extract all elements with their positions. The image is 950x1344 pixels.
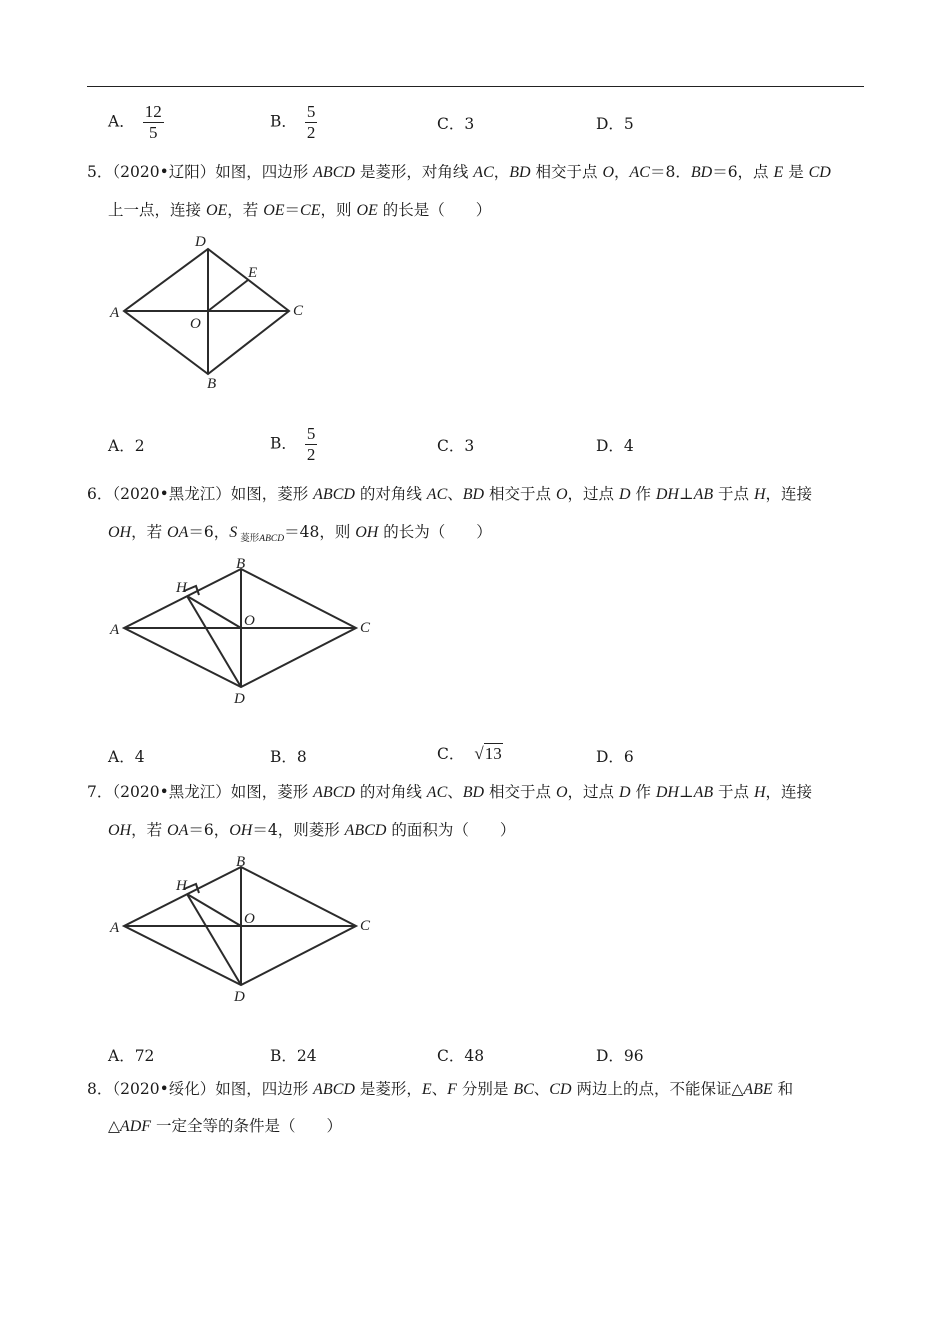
text-run: 的对角线: [354, 783, 427, 801]
label-d: D: [195, 234, 206, 250]
math-variable: ABE: [743, 1081, 773, 1098]
numerator: 12: [144, 102, 162, 121]
label-o: O: [244, 911, 255, 927]
q6-option-c[interactable]: [437, 742, 503, 764]
q5-stem-line2: [108, 200, 491, 221]
label-b: B: [236, 854, 246, 870]
label-d: D: [234, 691, 245, 707]
math-variable: BD: [462, 784, 485, 801]
text-run: 、: [431, 1080, 448, 1098]
text-run: ＝48，则: [284, 523, 356, 541]
text-run: 作: [630, 485, 656, 503]
q5-rhombus-figure: [100, 228, 340, 398]
square-root: √13: [474, 744, 502, 763]
label-a: A: [110, 305, 120, 321]
text-run: 是菱形，对角线: [354, 163, 474, 181]
text-run: 是菱形，: [354, 1080, 422, 1098]
question-text: [112, 163, 830, 181]
label-h: H: [176, 580, 187, 596]
math-variable: E: [421, 1081, 432, 1098]
math-variable: CE: [300, 202, 321, 219]
math-variable: ABCD: [313, 1081, 355, 1098]
denominator: 5: [148, 123, 158, 142]
q6-stem-line2: [108, 522, 492, 545]
label-b: B: [207, 376, 217, 392]
text-run: ，若: [131, 523, 168, 541]
label-a: A: [110, 920, 120, 936]
math-variable: F: [447, 1081, 457, 1098]
math-variable: DH: [655, 784, 679, 801]
math-variable: O: [555, 784, 568, 801]
q7-stem-line1: [87, 782, 812, 803]
q7-option-b[interactable]: B．24: [270, 1047, 317, 1065]
math-variable: AB: [693, 486, 714, 503]
q7-option-c[interactable]: C．48: [437, 1047, 485, 1065]
text-run: 于点: [713, 783, 754, 801]
text-run: 、: [447, 783, 463, 801]
math-variable: ABCD: [313, 164, 355, 181]
math-variable: BD: [462, 486, 485, 503]
label-b: B: [236, 556, 246, 572]
label-e: E: [248, 265, 258, 281]
label-d: D: [234, 989, 245, 1005]
text-run: （2020•黑龙江）如图，菱形: [112, 485, 314, 503]
text-run: ，过点: [567, 783, 619, 801]
math-variable: O: [555, 486, 568, 503]
math-variable: DH: [655, 486, 679, 503]
q8-stem-line2: [108, 1116, 342, 1137]
segment-oh: [187, 596, 241, 628]
text-run: △: [108, 1117, 120, 1135]
denominator: 2: [306, 445, 316, 464]
text-run: （2020•黑龙江）如图，菱形: [112, 783, 314, 801]
q8-stem-line1: [87, 1079, 793, 1100]
text-run: 的对角线: [354, 485, 427, 503]
question-number: 6．: [87, 485, 113, 503]
math-variable: BD: [690, 164, 713, 181]
math-variable: AC: [426, 784, 448, 801]
math-variable: OH: [229, 822, 253, 839]
text-run: （2020•绥化）如图，四边形: [112, 1080, 314, 1098]
math-variable: AC: [426, 486, 448, 503]
math-variable: ABCD: [344, 822, 387, 839]
math-variable: H: [753, 784, 766, 801]
text-run: ＝8．: [649, 163, 691, 181]
math-variable: AC: [629, 164, 650, 181]
q5-option-c[interactable]: C．3: [437, 437, 475, 455]
text-run: ⊥: [678, 485, 694, 503]
question-number: 5．: [87, 163, 113, 181]
question-text: [112, 783, 812, 801]
math-variable: D: [618, 486, 631, 503]
text-run: ⊥: [678, 783, 694, 801]
text-run: ＝6，: [188, 523, 230, 541]
q5-option-a[interactable]: A．2: [108, 437, 145, 455]
option-label: B．: [270, 112, 297, 131]
label-c: C: [360, 918, 371, 934]
segment-oh: [187, 894, 241, 926]
numerator: 5: [306, 102, 316, 121]
q7-option-a[interactable]: A．72: [108, 1047, 155, 1065]
q5-option-b[interactable]: [270, 424, 317, 465]
math-variable: AB: [693, 784, 714, 801]
text-run: ＝6，: [188, 821, 230, 839]
math-variable: E: [773, 164, 784, 181]
subscript-text: ABCD: [259, 534, 285, 544]
q4-option-d[interactable]: D．5: [596, 115, 634, 133]
text-run: ，: [493, 163, 510, 181]
math-variable: BD: [509, 164, 531, 181]
option-label: A．: [108, 112, 135, 131]
q6-option-a[interactable]: A．4: [108, 748, 145, 766]
text-run: 是: [783, 163, 809, 181]
question-text: [112, 1080, 793, 1098]
text-run: 的长为（ ）: [378, 523, 492, 541]
text-run: 相交于点: [484, 783, 556, 801]
text-run: ，连接: [765, 485, 813, 503]
radicand: 13: [484, 744, 502, 763]
q6-rhombus-figure: [100, 552, 390, 712]
math-variable: OH: [108, 822, 132, 839]
option-label: B．: [270, 434, 297, 453]
math-variable: OA: [167, 524, 189, 541]
text-run: 于点: [713, 485, 754, 503]
text-run: ，连接: [765, 783, 813, 801]
math-variable: S: [229, 524, 238, 541]
text-run: 的面积为（ ）: [386, 821, 516, 839]
question-number: 8．: [87, 1080, 113, 1098]
math-variable: CD: [808, 164, 831, 181]
label-o: O: [190, 316, 201, 332]
option-label: C．: [437, 745, 465, 763]
q7-option-d[interactable]: D．96: [596, 1047, 644, 1065]
text-run: 作: [630, 783, 656, 801]
math-variable: O: [602, 164, 615, 181]
math-variable: ABCD: [313, 486, 355, 503]
label-c: C: [293, 303, 304, 319]
q4-option-c[interactable]: C．3: [437, 115, 475, 133]
q5-stem-line1: [87, 162, 831, 183]
text-run: ＝6，点: [712, 163, 774, 181]
math-variable: OH: [108, 524, 132, 541]
math-variable: OE: [205, 202, 228, 219]
math-variable: BC: [513, 1081, 534, 1098]
q5-option-d[interactable]: D．4: [596, 437, 634, 455]
q6-stem-line1: [87, 484, 812, 505]
text-run: 两边上的点，不能保证△: [571, 1080, 744, 1098]
denominator: 2: [306, 123, 316, 142]
text-run: 、: [447, 485, 463, 503]
text-run: 上一点，连接: [108, 201, 206, 219]
math-variable: ABCD: [313, 784, 355, 801]
question-number: 7．: [87, 783, 113, 801]
math-variable: OE: [356, 202, 378, 219]
text-run: ，若: [131, 821, 168, 839]
text-run: ＝4，则菱形: [252, 821, 345, 839]
math-variable: ADF: [119, 1118, 152, 1135]
math-variable: OE: [263, 202, 285, 219]
text-run: 相交于点: [530, 163, 603, 181]
math-variable: OH: [355, 524, 379, 541]
text-run: 的长是（ ）: [377, 201, 492, 219]
segment-oe: [208, 280, 248, 311]
fraction: [305, 102, 318, 143]
q4-option-b[interactable]: [270, 102, 317, 143]
q7-rhombus-figure: [100, 850, 390, 1010]
math-variable: OA: [167, 822, 189, 839]
math-variable: H: [753, 486, 766, 503]
text-run: ，: [614, 163, 630, 181]
numerator: 5: [306, 424, 316, 443]
text-run: （2020•辽阳）如图，四边形: [112, 163, 314, 181]
label-a: A: [110, 622, 120, 638]
fraction: [305, 424, 318, 465]
text-run: ，过点: [567, 485, 619, 503]
q6-option-b[interactable]: B．8: [270, 748, 307, 766]
text-run: ＝: [284, 201, 301, 219]
text-run: ，则: [320, 201, 357, 219]
label-c: C: [360, 620, 371, 636]
q6-option-d[interactable]: D．6: [596, 748, 634, 766]
q4-option-a[interactable]: [108, 102, 164, 143]
text-run: 分别是: [456, 1080, 514, 1098]
text-run: 、: [533, 1080, 550, 1098]
label-o: O: [244, 613, 255, 629]
text-run: 一定全等的条件是（ ）: [151, 1117, 342, 1135]
header-rule: [87, 86, 864, 87]
text-run: ，若: [227, 201, 264, 219]
text-run: 和: [772, 1080, 794, 1098]
subscript-text: 菱形: [237, 533, 260, 544]
math-variable: D: [618, 784, 631, 801]
math-variable: AC: [473, 164, 494, 181]
q7-stem-line2: [108, 820, 515, 841]
question-text: [112, 485, 812, 503]
text-run: 相交于点: [484, 485, 556, 503]
label-h: H: [176, 878, 187, 894]
math-variable: CD: [549, 1081, 572, 1098]
fraction: [143, 102, 164, 143]
